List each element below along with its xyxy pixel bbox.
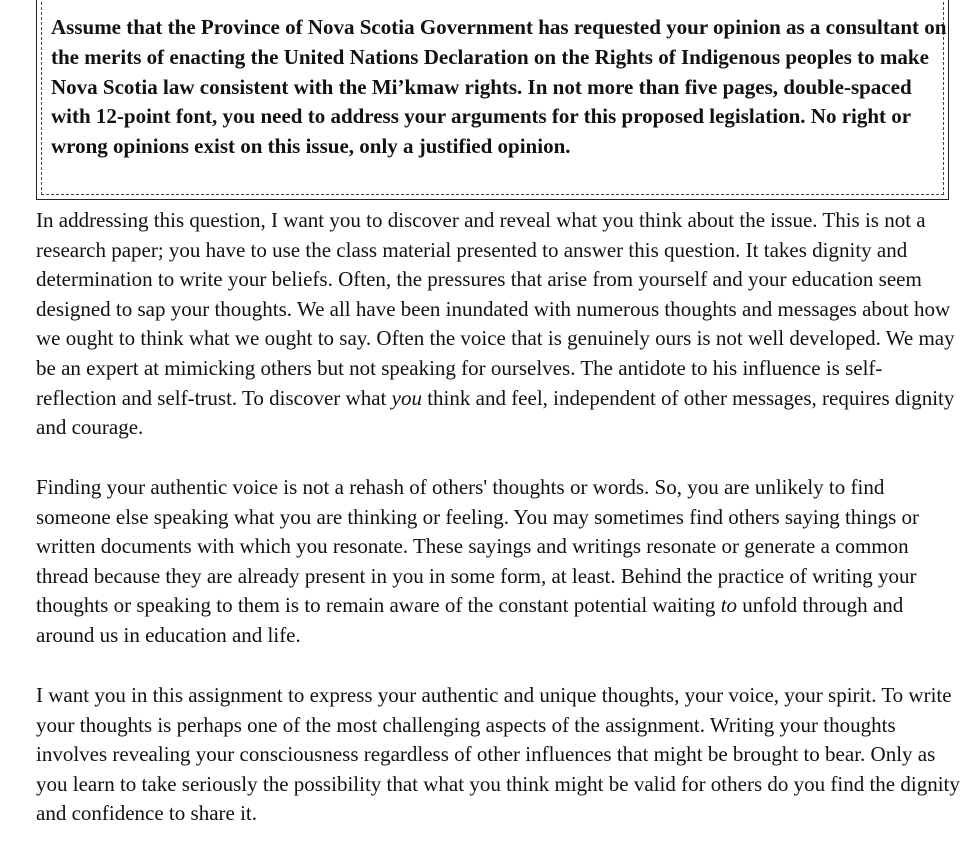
paragraph-1-text-start: In addressing this question, I want you to discover and reveal what you think about the issue. This is not a research paper; you have to use the class material presented to answer this question. It takes dignity and determination to write your beliefs. Often, the pressures that arise from yourself and your education seem designed to sap your thoughts. We all have been inundated with numerous thoughts and messages about how we ought to think what we ought to say. Often the voice that is genuinely ours is not well developed. We may be an expert at mimicking others but not speaking for ourselves. The antidote to his influence is self-reflection and self-trust. To discover what [36, 208, 955, 410]
paragraph-3: I want you in this assignment to express your authentic and unique thoughts, your voice, your spirit. To write your thoughts is perhaps one of the most challenging aspects of the assignment. Writing your thoughts involves revealing your consciousness regardless of other influences that might be brought to bear. Only as you learn to take seriously the possibility that what you think might be valid for others do you find the dignity and confidence to share it. [36, 683, 960, 826]
assignment-prompt-text: Assume that the Province of Nova Scotia Government has requested your opinion as a consultant on the merits of enacting the United Nations Declaration on the Rights of Indigenous peoples to make Nova Scotia law consistent with the Mi’kmaw rights. In not more than five pages, double-spaced with 12-point font, you need to address your arguments for this proposed legislation. No right or wrong opinions exist on this issue, only a justified opinion. [51, 15, 947, 159]
paragraph-1-emphasis: you [391, 385, 422, 410]
paragraph-2 [36, 473, 962, 651]
paragraph-1-text-end: think and feel, independent of other messages, requires dignity and courage. [36, 385, 955, 440]
paragraph-2-emphasis: to [720, 593, 738, 618]
paragraph-2-text-start: Finding your authentic voice is not a rehash of others' thoughts or words. So, you are unlikely to find someone else speaking what you are thinking or feeling. You may sometimes find others saying things or written documents with which you resonate. These sayings and writings resonate or generate a common thread because they are already present in you in some form, at least. Behind the practice of writing your thoughts or speaking to them is to remain aware of the constant potential waiting [36, 475, 920, 618]
paragraph-1 [36, 206, 962, 443]
paragraph-2-text-end: unfold through and around us in education and life. [36, 593, 904, 647]
assignment-prompt-box [36, 0, 949, 200]
